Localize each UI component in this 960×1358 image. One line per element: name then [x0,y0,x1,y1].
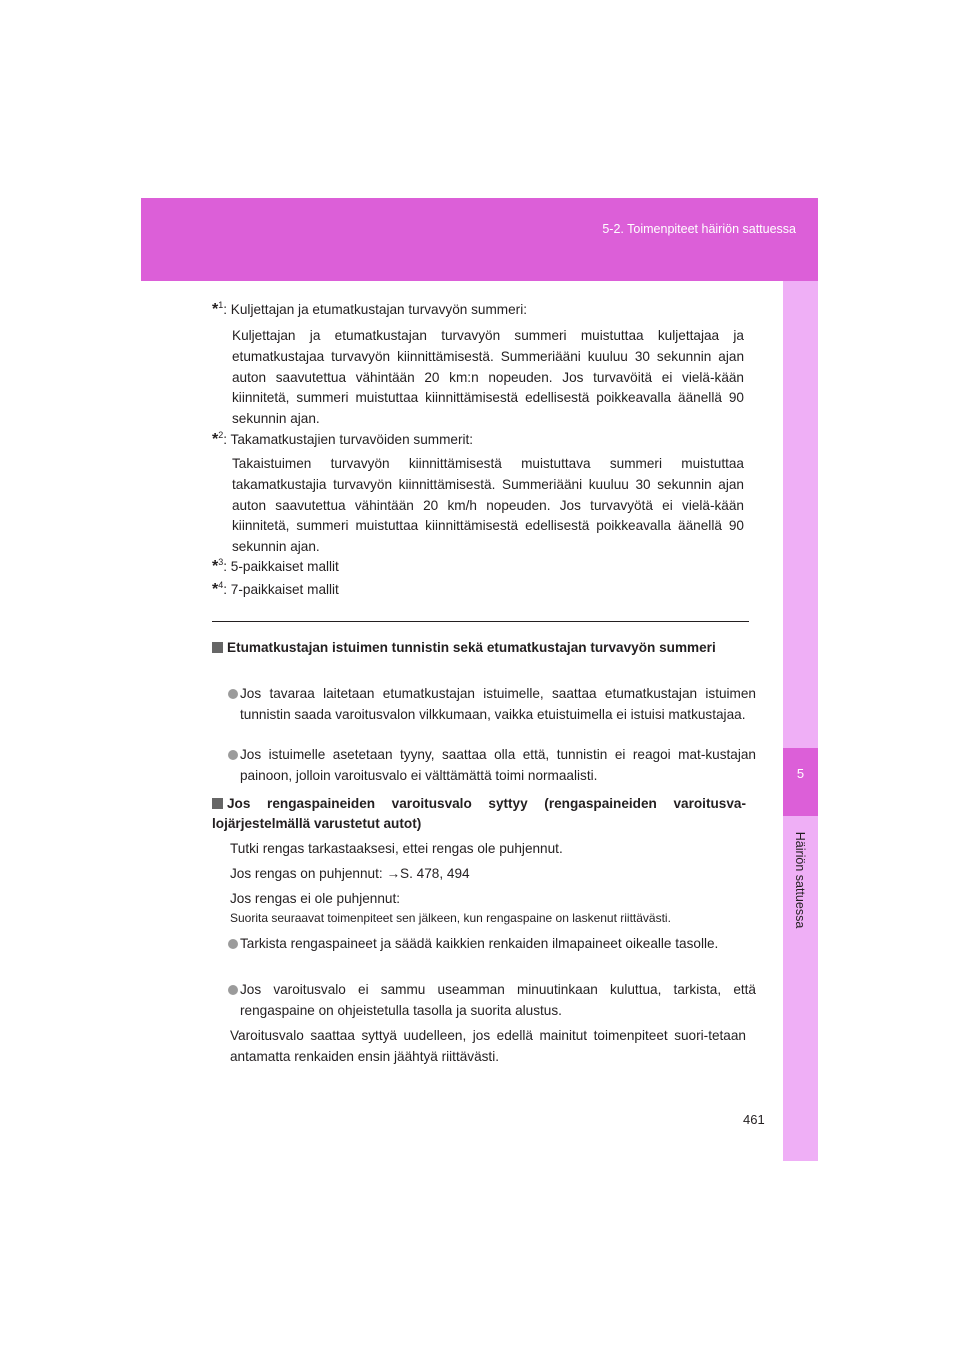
chapter-title: Häiriön sattuessa [793,831,807,929]
section-2-title: Jos rengaspaineiden varoitusvalo syttyy (rengaspaineiden varoitusva-lojärjestelmällä varustetut autot) [212,796,746,831]
bullet-dot-icon [228,689,238,699]
paragraph: Tutki rengas tarkastaaksesi, ettei rengas ole puhjennut. [230,841,563,856]
square-bullet-icon [212,642,223,653]
bullet-dot-icon [228,985,238,995]
chapter-number: 5 [796,766,805,781]
chapter-tab [783,281,818,1161]
paragraph: Jos rengas ei ole puhjennut: [230,891,401,906]
section-title-header: 5-2. Toimenpiteet häiriön sattuessa [602,222,796,236]
section-2-bullet: Tarkista rengaspaineet ja säädä kaikkien renkaiden ilmapaineet oikealle tasolle. [228,934,756,955]
footnote-3: *$^3$: 5-paikkaiset mallit [212,557,339,575]
bullet-dot-icon [228,750,238,760]
paragraph: Jos rengas on puhjennut: →S. 478, 494 [230,866,470,881]
footnote-4: *$^4$: 7-paikkaiset mallit [212,580,339,598]
page-number: 461 [743,1112,765,1127]
section-2-bullet: Jos varoitusvalo ei sammu useamman minuutinkaan kuluttua, tarkista, että rengaspaine on ohjeistetulla tasolla ja suorita alustus. [228,980,756,1022]
square-bullet-icon [212,798,223,809]
header-band [141,198,818,281]
section-1-title: Etumatkustajan istuimen tunnistin sekä etumatkustajan turvavyön summeri [212,638,746,658]
chapter-tab-active [783,748,818,816]
footnote-1-body: Kuljettajan ja etumatkustajan turvavyön summeri muistuttaa kuljettajaa ja etumatkustajaa turvavyön kiinnittämisestä. Summeriääni kuuluu 30 sekunnin ajan auton saavutettua vähintään 20 km:n nopeuden. Jos turvavöitä ei vielä-kään kiinnitetä, summeri muistuttaa kiinnittämisestä edellisestä poikkeavalla äänellä 90 sekunnin ajan. [232,328,744,427]
paragraph: Suorita seuraavat toimenpiteet sen jälkeen, kun rengaspaine on laskenut riittävästi. [230,911,671,925]
divider [212,621,749,622]
footnote-2-body: Takaistuimen turvavyön kiinnittämisestä muistuttava summeri muistuttaa takamatkustajia turvavyön kiinnittämisestä. Summeriääni kuuluu 30 sekunnin ajan auton saavutettua vähintään 20 km/h nopeuden. Jos turvavyötä ei vielä-kään kiinnitetä, summeri muistuttaa kiinnittämisestä edellisestä poikkeavalla äänellä 90 sekunnin ajan. [232,456,744,555]
paragraph: Varoitusvalo saattaa syttyä uudelleen, jos edellä mainitut toimenpiteet suori-tetaan antamatta renkaiden ensin jäähtyä riittävästi. [230,1028,746,1064]
footnote-2: *$^2$: Takamatkustajien turvavöiden summerit: [212,430,474,448]
bullet-dot-icon [228,939,238,949]
section-1-bullet: Jos istuimelle asetetaan tyyny, saattaa olla että, tunnistin ei reagoi mat-kustajan painoon, jolloin varoitusvalo ei välttämättä toimi normaalisti. [228,745,756,787]
footnote-1: *$^1$: Kuljettajan ja etumatkustajan turvavyön summeri: [212,300,527,318]
section-1-bullet: Jos tavaraa laitetaan etumatkustajan istuimelle, saattaa etumatkustajan istuimen tunnistin saada varoitusvalon vilkkumaan, vaikka etuistuimella ei istuisi matkustajaa. [228,684,756,726]
